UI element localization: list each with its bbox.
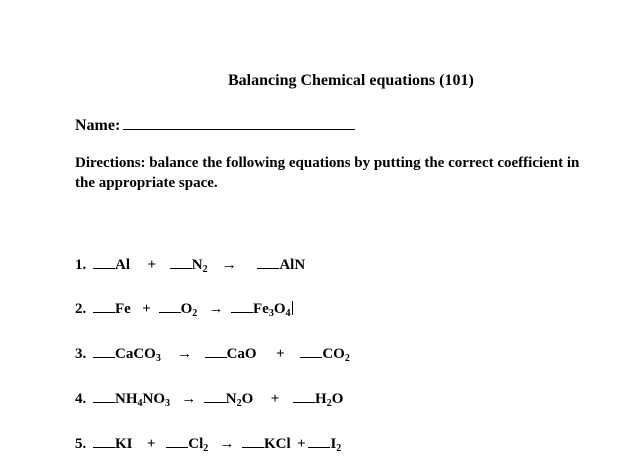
coefficient-blank[interactable] <box>166 435 188 448</box>
product: $CO_2$ <box>322 346 350 364</box>
name-row <box>75 115 355 135</box>
reactant: $Cl_2$ <box>188 436 209 454</box>
product: $I_2$ <box>330 436 342 454</box>
plus-sign: + <box>147 257 157 273</box>
coefficient-blank[interactable] <box>257 256 279 269</box>
text-cursor <box>292 301 293 315</box>
arrow: → <box>177 346 193 362</box>
equation-2 <box>75 300 293 322</box>
reactant: Fe <box>115 301 131 317</box>
product: $H_2O$ <box>315 391 344 409</box>
coefficient-blank[interactable] <box>204 390 226 403</box>
coefficient-blank[interactable] <box>93 300 115 313</box>
coefficient-blank[interactable] <box>293 390 315 403</box>
reactant: $N_2$ <box>191 257 208 275</box>
coefficient-blank[interactable] <box>308 435 330 448</box>
equation-number: 4. <box>75 391 87 407</box>
reactant: Al <box>115 257 130 273</box>
equation-number: 1. <box>75 257 87 273</box>
reactant: $NH_4NO_3$ <box>115 391 170 409</box>
name-label: Name: <box>75 117 121 134</box>
equation-3 <box>75 345 350 367</box>
coefficient-blank[interactable] <box>93 390 115 403</box>
coefficient-blank[interactable] <box>170 256 192 269</box>
directions-text: Directions: balance the following equations by putting the correct coefficient in the appropriate space. <box>75 155 580 191</box>
plus-sign: + <box>276 346 285 362</box>
equation-number: 3. <box>75 346 87 362</box>
reactant: $O_2$ <box>180 301 198 319</box>
coefficient-blank[interactable] <box>242 435 264 448</box>
coefficient-blank[interactable] <box>231 300 253 313</box>
equation-5 <box>75 435 341 457</box>
product: AlN <box>279 257 306 273</box>
arrow: → <box>181 391 197 407</box>
equation-number: 2. <box>75 301 87 317</box>
plus-sign: + <box>142 301 151 317</box>
coefficient-blank[interactable] <box>300 345 322 358</box>
product: KCl <box>264 436 291 452</box>
coefficient-blank[interactable] <box>205 345 227 358</box>
arrow: → <box>208 301 224 317</box>
coefficient-blank[interactable] <box>93 256 115 269</box>
name-input-line[interactable] <box>123 115 355 130</box>
coefficient-blank[interactable] <box>93 345 115 358</box>
reactant: KI <box>115 436 133 452</box>
equation-number: 5. <box>75 436 87 452</box>
coefficient-blank[interactable] <box>93 435 115 448</box>
page-title: Balancing Chemical equations (101) <box>228 72 474 89</box>
reactant: CaCO$_3$ <box>115 346 161 364</box>
plus-sign: + <box>146 436 156 452</box>
equation-4 <box>75 390 343 412</box>
equation-1 <box>75 256 305 278</box>
product: $N_2O$ <box>225 391 254 409</box>
coefficient-blank[interactable] <box>159 300 181 313</box>
product: CaO <box>226 346 257 362</box>
arrow: → <box>219 436 235 452</box>
arrow: → <box>221 257 237 273</box>
plus-sign: + <box>270 391 280 407</box>
plus-sign: + <box>297 436 306 452</box>
product: $Fe_3O_4$ <box>253 301 291 319</box>
